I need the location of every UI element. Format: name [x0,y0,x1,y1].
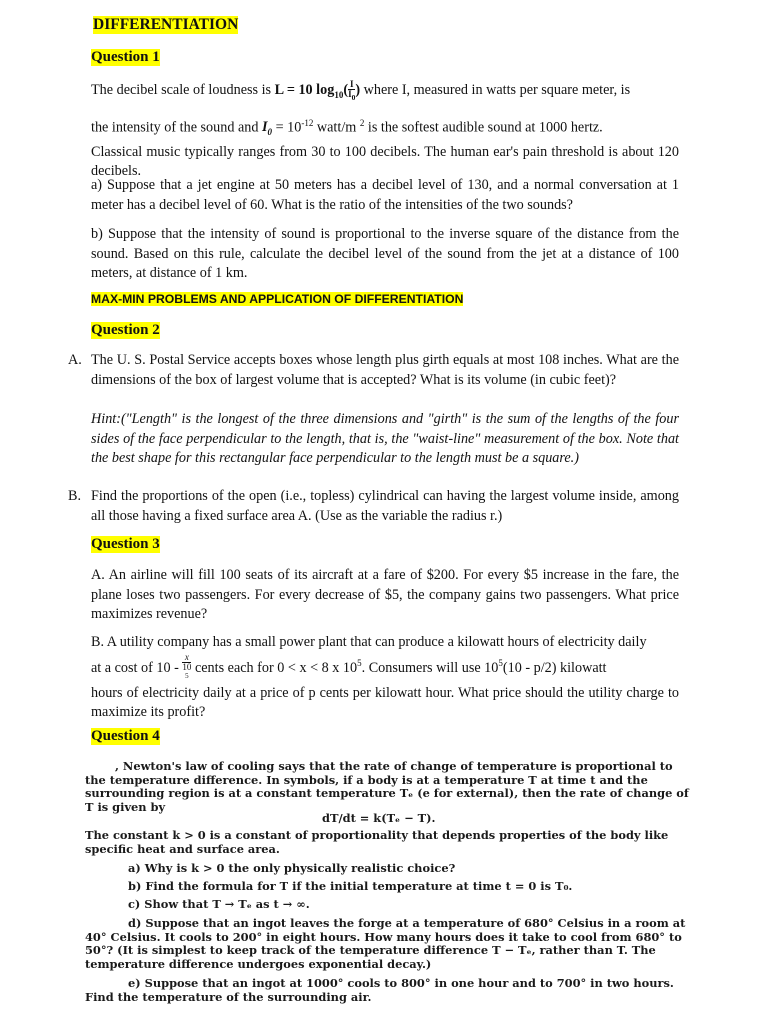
question-1-heading: Question 1 [91,49,160,65]
i0-symbol [262,119,273,138]
q3-b-line2-mid2: . Consumers will use 10 [361,659,499,676]
decibel-formula: L = 10 $\log_{10}$( $\frac{I}{I_0}$ ) [274,79,361,102]
q4-part-e: e) Suppose that an ingot at 1000° cools to 800° in one hour and to 700° in two hours. Find the temperature of the surrounding air. [85,976,674,1004]
q2-b-text: Find the proportions of the open (i.e., topless) cylindrical can having the largest volume inside, among all those having a fixed surface area A. (Use as the variable the radius r.) [91,488,679,524]
i0-equals: = 10 [272,119,302,136]
i0-subscript: 0 [267,127,273,138]
cost-fraction-numerator: x [182,653,191,663]
q3-b-line1: B. A utility company has a small power plant that can produce a kilowatt hours of electricity daily [91,634,647,650]
i0-letter: I [262,119,268,136]
q1-intro-rest: Classical music typically ranges from 30 to 100 decibels. The human ear's pain threshold is about 120 decibels. [91,143,679,180]
q3-b-line2-pre: at a cost of 10 - [91,659,183,676]
x-bound-exponent: 5 [357,657,362,668]
cost-fraction-exponent: 5 [185,671,189,680]
q4-part-d: d) Suppose that an ingot leaves the forge at a temperature of 680° Celsius in a room at 40° Celsius. It cools to 200° in eight hours. How many hours does it take to cool from 680° to 50°? (It is simplest to keep track of the temperature difference T − Tₑ, rather than T. The temperature difference undergoes exponential decay.) [85,916,686,971]
intensity-ratio-fraction: $\frac{I}{I_0}$ [348,79,356,102]
q3-a-text: A. An airline will fill 100 seats of its aircraft at a fare of $200. For every $5 increase in the fare, the plane loses two passengers. For every decrease of $5, the company gains two passengers. What price maximizes revenue? [91,567,679,623]
section-heading: MAX-MIN PROBLEMS AND APPLICATION OF DIFFERENTIATION [91,292,464,306]
i0-unit: watt/m [313,119,360,136]
log-base: 10 [334,90,344,100]
q2-a-text: The U. S. Postal Service accepts boxes whose length plus girth equals at most 108 inches. What are the dimensions of the box of largest volume that is accepted? What is its volume (in cubic feet)? [91,352,679,388]
q1-intro [91,80,679,182]
q3-b-line2-post: (10 - p/2) kilowatt [502,659,607,676]
q3-b [91,633,679,723]
cost-fraction-base: 10 [182,661,192,672]
question-4-heading: Question 4 [91,728,160,744]
question-3-heading: Question 3 [91,536,160,552]
q3-b-rest: hours of electricity daily at a price of p cents per kilowatt hour. What price should the utility charge to maximize its profit? [91,684,679,721]
q1-intro-line2-pre: the intensity of the sound and [91,119,263,136]
q2-a-label: A. [68,352,82,368]
q3-b-line2-mid: cents each for 0 < x < 8 x 10 [191,659,358,676]
q1-intro-line1-post: where I, measured in watts per square meter, is [360,82,631,99]
question-2-heading: Question 2 [91,322,160,338]
page-title: DIFFERENTIATION [93,16,239,33]
i0-exponent: -12 [301,117,314,128]
q4-equation: dT/dt = k(Tₑ − T). [322,811,436,825]
q4-intro: , Newton's law of cooling says that the rate of change of temperature is proportional to the temperature difference. In symbols, if a body is at a temperature T at time t and the surrounding region is at a constant temperature Tₑ (e for external), then the rate of change of T is given by [85,759,689,814]
q4-part-a: a) Why is k > 0 the only physically realistic choice? [128,861,456,875]
q2-a-hint: Hint:("Length" is the longest of the three dimensions and "girth" is the sum of the lengths of the four sides of the face perpendicular to the length, that is, the "waist-line" measurement of the box. Note that the best shape for this rectangular face perpendicular to the length must be a square.) [91,411,679,467]
demand-exponent: 5 [498,657,503,668]
q1-part-b: b) Suppose that the intensity of sound is proportional to the inverse square of the distance from the sound. Based on this rule, calculate the decibel level of the sound from the jet at a distance of 100 meters, at distance of 1 km. [91,226,679,282]
unit-exponent: 2 [359,117,365,128]
q1-intro-line2-post: is the softest audible sound at 1000 hertz. [364,119,603,136]
q1-part-a: a) Suppose that a jet engine at 50 meters has a decibel level of 130, and a normal conversation at 1 meter has a decibel level of 60. What is the ratio of the intensities of the two sounds? [91,177,679,213]
q1-intro-line1-pre: The decibel scale of loudness is [91,82,275,99]
decibel-formula-text: L = 10 log [274,82,335,99]
q4-part-b: b) Find the formula for T if the initial temperature at time t = 0 is T₀. [128,879,573,893]
q2-b-label: B. [68,488,82,504]
q4-constant: The constant k > 0 is a constant of proportionality that depends properties of the body like specific heat and surface area. [85,828,669,856]
q4-part-c: c) Show that T → Tₑ as t → ∞. [128,897,310,911]
